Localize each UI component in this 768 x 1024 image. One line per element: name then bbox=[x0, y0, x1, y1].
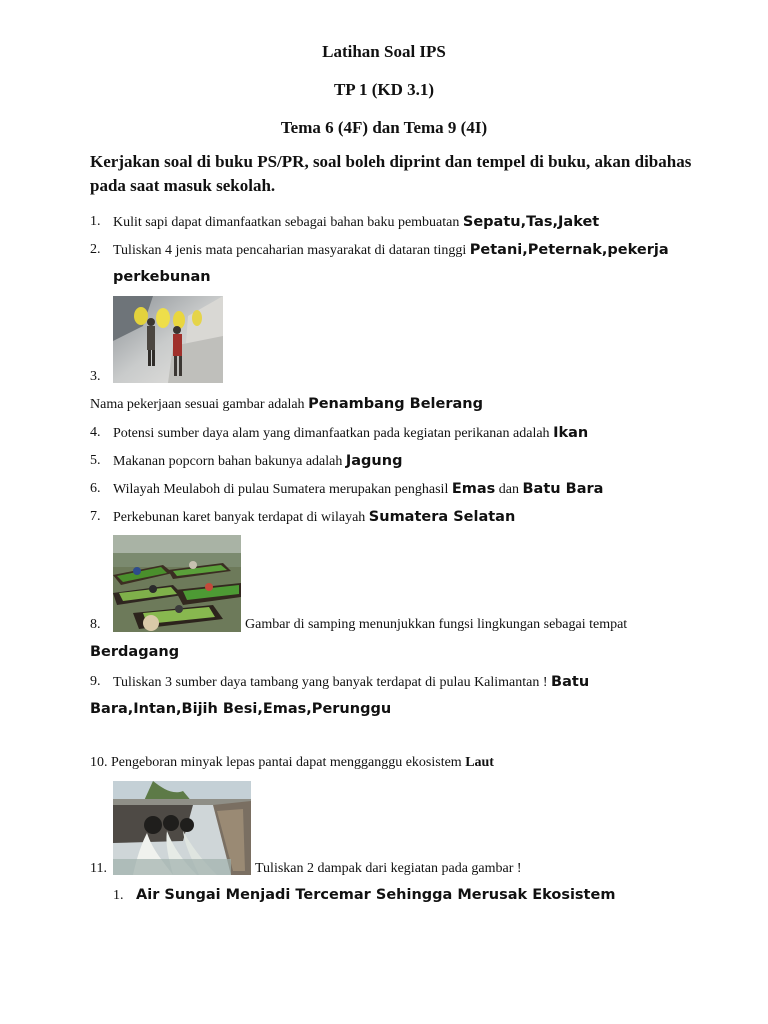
q5-question: Makanan popcorn bahan bakunya adalah bbox=[113, 454, 346, 469]
q8-question: Gambar di samping menunjukkan fungsi lingkungan sebagai tempat bbox=[245, 617, 628, 632]
q3-item bbox=[90, 396, 483, 413]
q8-answer: Berdagang bbox=[90, 644, 180, 660]
q11-sub-number: 1. bbox=[113, 888, 124, 903]
q1-number: 1. bbox=[90, 214, 101, 229]
q4-answer: Ikan bbox=[553, 425, 589, 441]
q6-question: Wilayah Meulaboh di pulau Sumatera merupakan penghasil bbox=[113, 482, 452, 497]
q5-answer: Jagung bbox=[345, 453, 403, 469]
wastewater-pipes-photo bbox=[113, 781, 251, 875]
q9-answer: Batu bbox=[551, 674, 590, 690]
sulfur-miners-photo bbox=[113, 296, 223, 383]
q9-answer-continued: Bara,Intan,Bijih Besi,Emas,Perunggu bbox=[90, 701, 392, 717]
q3-answer: Penambang Belerang bbox=[308, 396, 483, 412]
q6-answer-2: Batu Bara bbox=[522, 481, 604, 497]
q3-number: 3. bbox=[90, 369, 101, 384]
q1-item bbox=[113, 214, 599, 231]
q10-question: Pengeboran minyak lepas pantai dapat mengganggu ekosistem bbox=[111, 755, 466, 770]
q10-answer: Laut bbox=[465, 755, 494, 770]
q7-answer: Sumatera Selatan bbox=[368, 509, 516, 525]
q7-question: Perkebunan karet banyak terdapat di wilayah bbox=[113, 510, 369, 525]
q2-question: Tuliskan 4 jenis mata pencaharian masyarakat di dataran tinggi bbox=[113, 243, 470, 258]
q7-item bbox=[113, 509, 515, 526]
q6-number: 6. bbox=[90, 481, 101, 496]
q2-number: 2. bbox=[90, 242, 101, 257]
q10-number: 10. bbox=[90, 755, 108, 770]
q5-number: 5. bbox=[90, 453, 101, 468]
q9-question: Tuliskan 3 sumber daya tambang yang banyak terdapat di pulau Kalimantan ! bbox=[113, 675, 552, 690]
page-title: Latihan Soal IPS bbox=[322, 42, 446, 61]
q9-item bbox=[113, 674, 589, 691]
q6-conjunction: dan bbox=[495, 482, 523, 497]
q7-number: 7. bbox=[90, 509, 101, 524]
q11-sub-answer: Air Sungai Menjadi Tercemar Sehingga Merusak Ekosistem bbox=[136, 887, 616, 903]
instruction-text: Kerjakan soal di buku PS/PR, soal boleh diprint dan tempel di buku, akan dibahas pada saat masuk sekolah. bbox=[90, 152, 692, 195]
q5-item bbox=[113, 453, 402, 470]
q1-answer: Sepatu,Tas,Jaket bbox=[462, 214, 600, 230]
q4-item bbox=[113, 425, 588, 442]
q11-question: Tuliskan 2 dampak dari kegiatan pada gambar ! bbox=[255, 861, 522, 876]
q9-number: 9. bbox=[90, 674, 101, 689]
q4-question: Potensi sumber daya alam yang dimanfaatkan pada kegiatan perikanan adalah bbox=[113, 426, 554, 441]
q6-item bbox=[113, 481, 603, 498]
q2-item bbox=[113, 242, 669, 259]
q8-number: 8. bbox=[90, 617, 101, 632]
q4-number: 4. bbox=[90, 425, 101, 440]
q2-answer: Petani,Peternak,pekerja bbox=[469, 242, 669, 258]
floating-market-photo bbox=[113, 535, 241, 632]
q2-answer-continued: perkebunan bbox=[113, 269, 211, 285]
q11-number: 11. bbox=[90, 861, 107, 876]
theme-heading: Tema 6 (4F) dan Tema 9 (4I) bbox=[280, 118, 488, 137]
q3-question: Nama pekerjaan sesuai gambar adalah bbox=[90, 397, 309, 412]
page-subtitle: TP 1 (KD 3.1) bbox=[333, 80, 435, 99]
q10-item bbox=[90, 755, 494, 771]
q6-answer-1: Emas bbox=[451, 481, 496, 497]
q1-question: Kulit sapi dapat dimanfaatkan sebagai bahan baku pembuatan bbox=[113, 215, 463, 230]
